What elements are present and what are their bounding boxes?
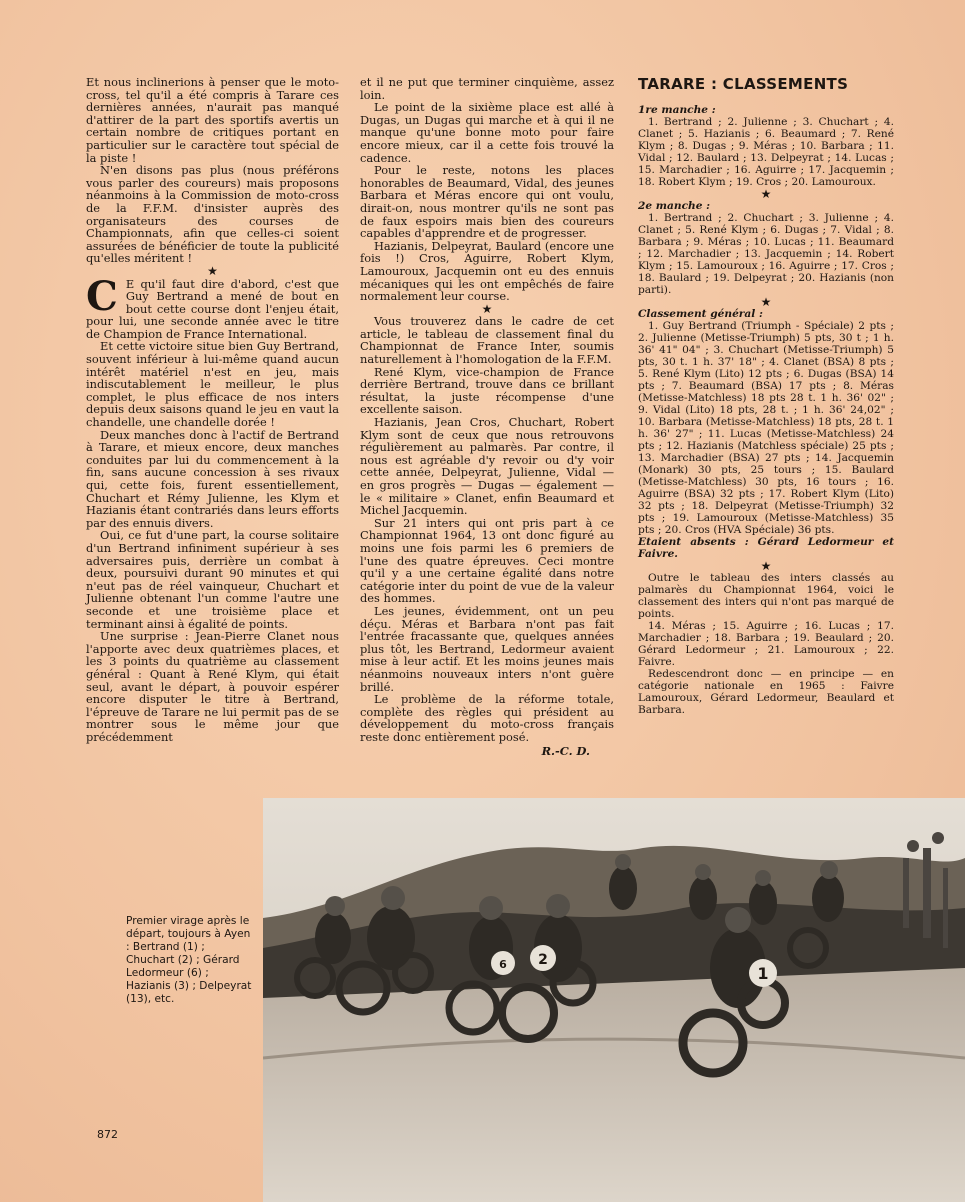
paragraph: Pour le reste, notons les places honorables de Beaumard, Vidal, des jeunes Barbara et Méras encore qui ont voulu, dirait-on, nous montrer qu'ils ne sont pas de faux espoirs mais bien des coureurs capables d'apprendre et de progresser.	[360, 163, 614, 241]
general-ranking-title: Classement général :	[638, 308, 763, 320]
heat-2-results: 1. Bertrand ; 2. Chuchart ; 3. Julienne ; 4. Clanet ; 5. René Klym ; 6. Dugas ; 7. Vidal ; 8. Barbara ; 9. Méras ; 10. Lucas ; 11. Beaumard ; 12. Marchadier ; 13. Jacquemin ; 14. Robert Klym ; 15. Lamouroux ; 16. Aguirre ; 17. Cros ; 18. Baulard ; 19. Delpeyrat ; 20. Hazianis (non parti).	[638, 212, 894, 296]
paragraph-text: E qu'il faut dire d'abord, c'est que Guy Bertrand a mené de bout en bout cette course dont l'enjeu était, pour lui, une seconde année avec le titre de Champion de France International.	[86, 276, 339, 341]
paragraph: N'en disons pas plus (nous préférons vous parler des coureurs) mais proposons néanmoins à la Commission de moto-cross de la F.F.M. d'insister auprès des organisateurs des courses de Championnats, afin que celles-ci soient assurées de bénéficier de toute la publicité qu'elles méritent !	[86, 163, 339, 266]
paragraph: Les jeunes, évidemment, ont un peu déçu. Méras et Barbara n'ont pas fait l'entrée fracassante que, quelques années plus tôt, les Bertrand, Ledormeur avaient mise à leur actif. Et les moins jeunes mais néanmoins nouveaux inters n'ont guère brillé.	[360, 603, 614, 694]
paragraph-dropcap	[86, 272, 339, 341]
star-separator-icon: ★	[760, 559, 772, 573]
paragraph: Une surprise : Jean-Pierre Clanet nous l'apporte avec deux quatrièmes places, et les 3 points du quatrième au classement général : Quant à René Klym, qui était seul, avant le départ, à pouvoir espérer encore disputer le titre à Bertrand, l'épreuve de Tarare ne lui permit pas de se montrer sous le même jour que précédemment	[86, 629, 339, 744]
heat-1-title: 1re manche :	[638, 104, 716, 116]
star-separator-icon: ★	[207, 263, 218, 278]
author-signature: R.-C. D.	[541, 744, 590, 759]
plate-number-6: 6	[499, 958, 507, 971]
paragraph: Le point de la sixième place est allé à Dugas, un Dugas qui marche et à qui il ne manque qu'une bonne moto pour faire encore mieux, car il a cette fois trouvé la cadence.	[360, 100, 614, 165]
plate-number-2: 2	[538, 952, 548, 968]
unranked-list: 14. Méras ; 15. Aguirre ; 16. Lucas ; 17. Marchadier ; 18. Barbara ; 19. Beaulard ; 20. Gérard Ledormeur ; 21. Lamouroux ; 22. Faivre.	[638, 620, 894, 668]
paragraph: Le problème de la réforme totale, complète des règles qui président au développement du moto-cross français reste donc entièrement posé.	[360, 692, 614, 744]
star-separator-icon: ★	[760, 187, 772, 201]
results-column	[638, 75, 894, 716]
heat-1-results: 1. Bertrand ; 2. Julienne ; 3. Chuchart ; 4. Clanet ; 5. Hazianis ; 6. Beaumard ; 7. René Klym ; 8. Dugas ; 9. Méras ; 10. Barbara ; 11. Vidal ; 12. Baulard ; 13. Delpeyrat ; 14. Lucas ; 15. Marchadier ; 16. Aguirre ; 17. Jacquemin ; 18. Robert Klym ; 19. Cros ; 20. Lamouroux.	[638, 116, 894, 188]
paragraph: René Klym, vice-champion de France derrière Bertrand, trouve dans ce brillant résultat, la juste récompense d'une excellente saison.	[360, 364, 614, 417]
results-heading: TARARE : CLASSEMENTS	[638, 75, 849, 93]
absents-note: Etaient absents : Gérard Ledormeur et Faivre.	[638, 536, 894, 560]
paragraph: Redescendront donc — en principe — en catégorie nationale en 1965 : Faivre Lamouroux, Gérard Ledormeur, Beaulard et Barbara.	[638, 668, 894, 716]
paragraph: Deux manches donc à l'actif de Bertrand à Tarare, et mieux encore, deux manches conduites par lui du commencement à la fin, sans aucune concession à ses rivaux qui, cette fois, furent essentiellement, Chuchart et Rémy Julienne, les Klym et Hazianis étant contrariés dans leurs efforts par des ennuis divers.	[86, 427, 339, 530]
plate-number-1: 1	[757, 964, 769, 983]
article-column-2	[360, 76, 614, 758]
drop-cap: C	[86, 272, 118, 320]
paragraph: Outre le tableau des inters classés au palmarès du Championnat 1964, voici le classement des inters qui n'ont pas marqué de points.	[638, 572, 894, 620]
heat-2-title: 2e manche :	[638, 200, 711, 212]
page-number: 872	[97, 1128, 118, 1141]
article-column-1	[86, 76, 339, 743]
paragraph: Et nous inclinerions à penser que le moto-cross, tel qu'il a été compris à Tarare ces dernières années, n'aurait pas manqué d'attirer de la part des sportifs avertis un certain nombre de critiques portant en particulier sur le caractère tout spécial de la piste !	[86, 75, 339, 165]
paragraph: Hazianis, Delpeyrat, Baulard (encore une fois !) Cros, Aguirre, Robert Klym, Lamouroux, Jacquemin ont eu des ennuis mécaniques qui les ont empêchés de faire normalement leur course.	[360, 238, 614, 304]
photo-illustration	[263, 798, 965, 1202]
photo-caption: Premier virage après le départ, toujours à Ayen : Bertrand (1) ; Chuchart (2) ; Gérard Ledormeur (6) ; Hazianis (3) ; Delpeyrat (13), etc.	[126, 915, 252, 1005]
paragraph: Sur 21 inters qui ont pris part à ce Championnat 1964, 13 ont donc figuré au moins une fois parmi les 6 premiers de l'une des quatre épreuves. Ceci montre qu'il y a une certaine égalité dans notre catégorie inter du point de vue de la valeur des hommes.	[360, 515, 614, 606]
paragraph: et il ne put que terminer cinquième, assez loin.	[360, 75, 614, 102]
paragraph: Hazianis, Jean Cros, Chuchart, Robert Klym sont de ceux que nous retrouvons régulièrement au palmarès. Par contre, il nous est agréable d'y revoir ou d'y voir cette année, Delpeyrat, Julienne, Vidal — en gros progrès — Dugas — également — le « militaire » Clanet, enfin Beaumard et Michel Jacquemin.	[360, 415, 614, 518]
paragraph: Et cette victoire situe bien Guy Bertrand, souvent inférieur à lui-même quand aucun intérêt matériel n'est en jeu, mais indiscutablement le meilleur, le plus complet, le plus efficace de nos inters depuis deux saisons quand le jeu en vaut la chandelle, une chandelle dorée !	[86, 339, 339, 430]
star-separator-icon: ★	[760, 295, 772, 309]
motocross-photo	[263, 798, 965, 1202]
star-separator-icon: ★	[481, 301, 493, 316]
paragraph: Vous trouverez dans le cadre de cet article, le tableau de classement final du Championnat de France Inter, soumis naturellement à l'homologation de la F.F.M.	[360, 314, 614, 367]
paragraph: Oui, ce fut d'une part, la course solitaire d'un Bertrand infiniment supérieur à ses adversaires puis, derrière un combat à deux, poursuivi durant 90 minutes et qui n'eut pas de réel vainqueur, Chuchart et Julienne obtenant l'un comme l'autre une seconde et une troisième place et terminant ainsi à égalité de points.	[86, 528, 339, 631]
general-ranking: 1. Guy Bertrand (Triumph - Spéciale) 2 pts ; 2. Julienne (Metisse-Triumph) 5 pts, 30 t ; 1 h. 36' 41" 04" ; 3. Chuchart (Metisse-Triumph) 5 pts, 30 t. 1 h. 37' 18" ; 4. Clanet (BSA) 8 pts ; 5. René Klym (Lito) 12 pts ; 6. Dugas (BSA) 14 pts ; 7. Beaumard (BSA) 17 pts ; 8. Méras (Metisse-Matchless) 18 pts 28 t. 1 h. 36' 02" ; 9. Vidal (Lito) 18 pts, 28 t. ; 1 h. 36' 24,02" ; 10. Barbara (Metisse-Matchless) 18 pts, 28 t. 1 h. 36' 27" ; 11. Lucas (Metisse-Matchless) 24 pts ; 12. Hazianis (Matchless spéciale) 25 pts ; 13. Marchadier (BSA) 27 pts ; 14. Jacquemin (Monark) 30 pts, 25 tours ; 15. Baulard (Metisse-Matchless) 30 pts, 16 tours ; 16. Aguirre (BSA) 32 pts ; 17. Robert Klym (Lito) 32 pts ; 18. Delpeyrat (Metisse-Triumph) 32 pts ; 19. Lamouroux (Metisse-Matchless) 35 pts ; 20. Cros (HVA Spéciale) 36 pts.	[638, 320, 894, 536]
